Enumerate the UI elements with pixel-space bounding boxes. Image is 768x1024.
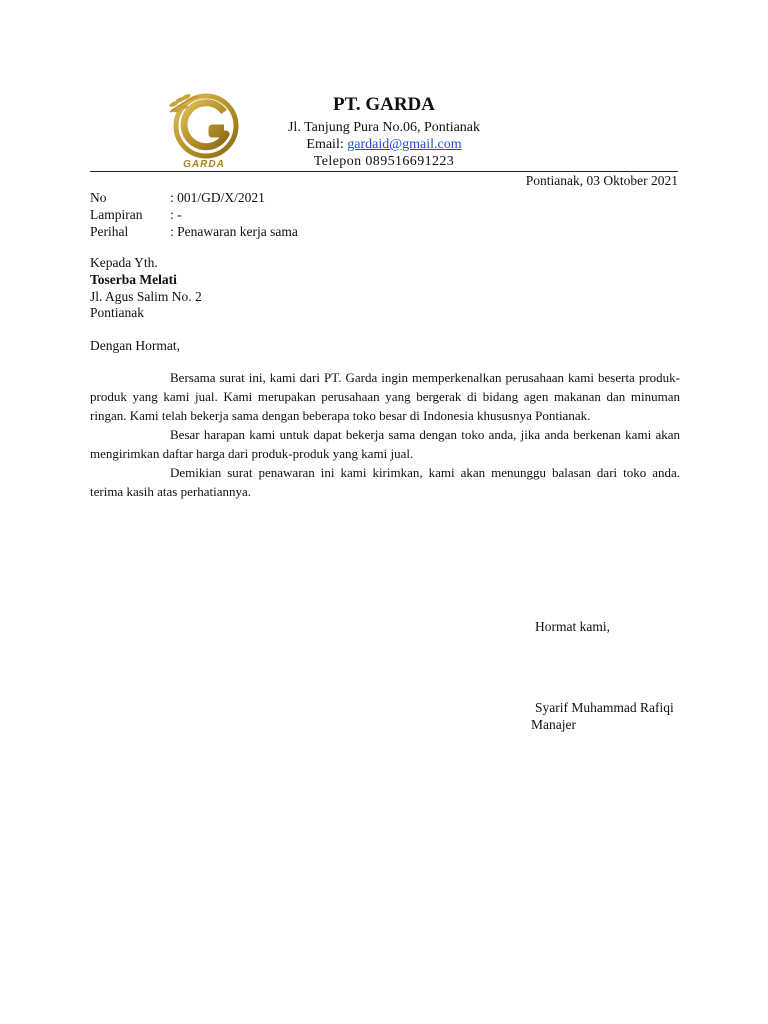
recipient-city: Pontianak (90, 305, 144, 320)
email-label: Email: (306, 137, 348, 152)
meta-label-lampiran: Lampiran (90, 207, 143, 222)
salutation: Dengan Hormat, (90, 338, 180, 353)
recipient-name: Toserba Melati (90, 272, 177, 287)
company-phone: Telepon 089516691223 (313, 154, 455, 169)
closing-salutation: Hormat kami, (535, 619, 610, 634)
meta-value-lampiran: : - (170, 207, 182, 222)
meta-label-perihal: Perihal (90, 224, 129, 239)
meta-label-no: No (90, 190, 107, 205)
email-link[interactable]: gardaid@gmail.com (347, 137, 462, 152)
letter-date: Pontianak, 03 Oktober 2021 (525, 173, 678, 188)
body-paragraph: Bersama surat ini, kami dari PT. Garda ingin memperkenalkan perusahaan kami beserta produk-produk yang kami jual. Kami merupakan perusahaan yang bergerak di bidang agen makanan dan minuman ringan. Kami telah bekerja sama dengan beberapa toko besar di Indonesia khususnya Pontianak. (90, 370, 680, 423)
meta-value-perihal: : Penawaran kerja sama (170, 224, 298, 239)
body-paragraph: Demikian surat penawaran ini kami kirimkan, kami akan menunggu balasan dari toko anda. terima kasih atas perhatiannya. (90, 465, 680, 499)
meta-value-no: : 001/GD/X/2021 (170, 190, 265, 205)
recipient-greeting: Kepada Yth. (90, 255, 158, 270)
company-address: Jl. Tanjung Pura No.06, Pontianak (287, 120, 481, 135)
company-name: PT. GARDA (332, 94, 436, 115)
recipient-street: Jl. Agus Salim No. 2 (90, 289, 202, 304)
signer-name: Syarif Muhammad Rafiqi (535, 700, 674, 715)
body-paragraph: Besar harapan kami untuk dapat bekerja sama dengan toko anda, jika anda berkenan kami akan mengirimkan daftar harga dari produk-produk yang kami jual. (90, 427, 680, 461)
signer-title: Manajer (531, 717, 576, 732)
logo-wordmark: GARDA (183, 159, 225, 170)
letter-body (90, 368, 680, 501)
company-email-line (230, 136, 538, 153)
